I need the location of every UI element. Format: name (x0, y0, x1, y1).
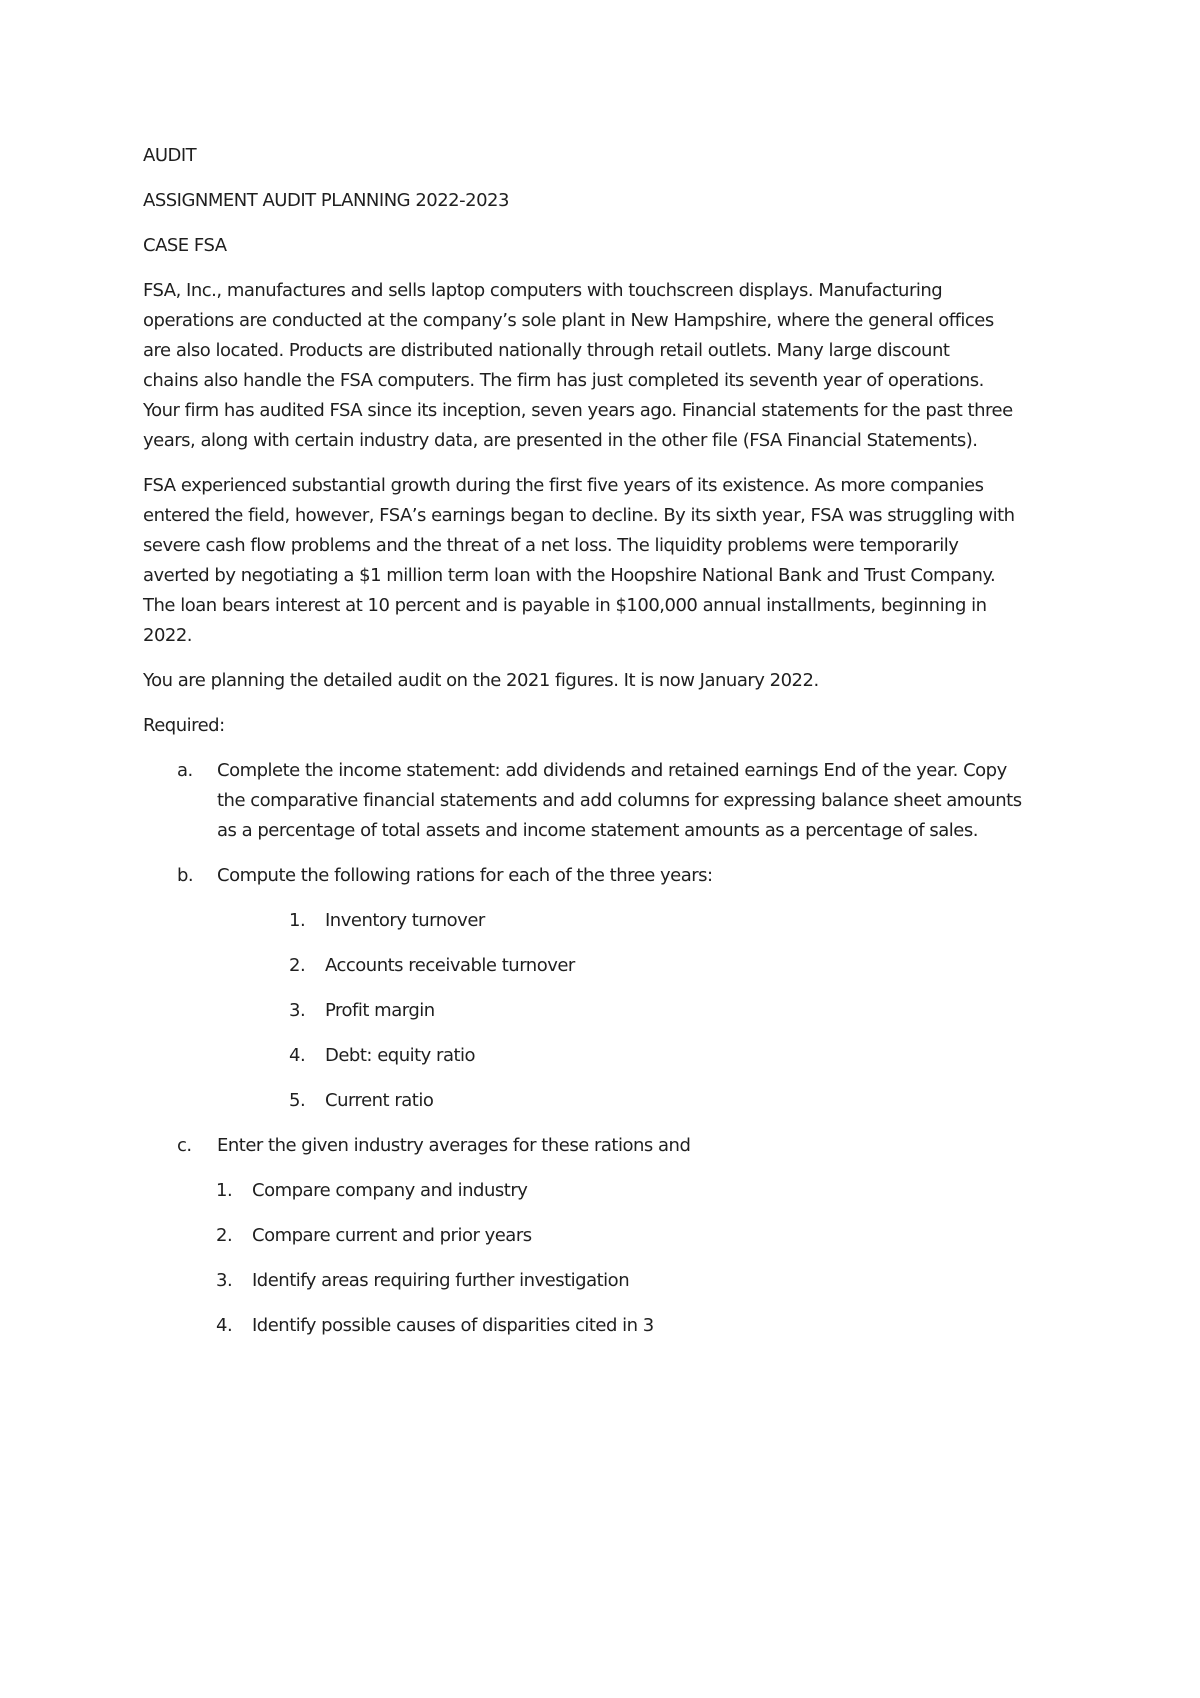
list-item-text: Enter the given industry averages for these rations and (217, 1135, 691, 1156)
paragraph-line: operations are conducted at the company’s sole plant in New Hampshire, where the general offices (143, 310, 994, 331)
doc-title: AUDIT (143, 145, 197, 166)
growth-paragraph (143, 471, 1073, 651)
case-heading: CASE FSA (143, 235, 227, 256)
sublist-item-b1 (143, 906, 1073, 936)
paragraph-line: The loan bears interest at 10 percent and is payable in $100,000 annual installments, beginning in (143, 595, 987, 616)
paragraph-line: FSA, Inc., manufactures and sells laptop computers with touchscreen displays. Manufacturing (143, 280, 943, 301)
sublist-item-c4 (143, 1311, 1073, 1341)
list-item-a (143, 756, 1073, 846)
sublist-item-b3 (143, 996, 1073, 1026)
list-item-text: Debt: equity ratio (325, 1045, 476, 1066)
paragraph-line: averted by negotiating a $1 million term loan with the Hoopshire National Bank and Trust Company. (143, 565, 996, 586)
doc-subtitle: ASSIGNMENT AUDIT PLANNING 2022-2023 (143, 190, 509, 211)
list-marker: 1. (289, 910, 306, 931)
list-item-text: Identify areas requiring further investigation (252, 1270, 630, 1291)
paragraph-line: chains also handle the FSA computers. The firm has just completed its seventh year of operations. (143, 370, 984, 391)
list-item-line: as a percentage of total assets and income statement amounts as a percentage of sales. (217, 820, 978, 841)
list-marker: 5. (289, 1090, 306, 1111)
list-item-text: Current ratio (325, 1090, 434, 1111)
list-marker: 4. (216, 1315, 233, 1336)
list-marker: 2. (216, 1225, 233, 1246)
planning-paragraph: You are planning the detailed audit on the 2021 figures. It is now January 2022. (143, 670, 819, 691)
document-page (143, 141, 1073, 1356)
list-marker: a. (177, 760, 193, 781)
list-item-b (143, 861, 1073, 891)
sublist-item-c3 (143, 1266, 1073, 1296)
required-heading: Required: (143, 715, 225, 736)
list-item-text: Accounts receivable turnover (325, 955, 575, 976)
list-item-text: Profit margin (325, 1000, 435, 1021)
list-marker: 1. (216, 1180, 233, 1201)
paragraph-line: entered the field, however, FSA’s earnings began to decline. By its sixth year, FSA was struggling with (143, 505, 1015, 526)
sublist-item-b5 (143, 1086, 1073, 1116)
list-marker: c. (177, 1135, 192, 1156)
paragraph-line: FSA experienced substantial growth during the first five years of its existence. As more companies (143, 475, 984, 496)
list-marker: 2. (289, 955, 306, 976)
list-marker: b. (177, 865, 194, 886)
sublist-item-b2 (143, 951, 1073, 981)
list-marker: 3. (289, 1000, 306, 1021)
list-item-text: Inventory turnover (325, 910, 485, 931)
paragraph-line: 2022. (143, 625, 193, 646)
list-item-line: the comparative financial statements and add columns for expressing balance sheet amounts (217, 790, 1022, 811)
list-item-text: Compare company and industry (252, 1180, 528, 1201)
paragraph-line: severe cash flow problems and the threat of a net loss. The liquidity problems were temporarily (143, 535, 959, 556)
list-marker: 4. (289, 1045, 306, 1066)
sublist-item-b4 (143, 1041, 1073, 1071)
sublist-item-c2 (143, 1221, 1073, 1251)
list-item-text: Compute the following rations for each of the three years: (217, 865, 713, 886)
list-marker: 3. (216, 1270, 233, 1291)
intro-paragraph (143, 276, 1073, 456)
list-item-text: Identify possible causes of disparities cited in 3 (252, 1315, 654, 1336)
sublist-item-c1 (143, 1176, 1073, 1206)
list-item-text: Compare current and prior years (252, 1225, 532, 1246)
list-item-c (143, 1131, 1073, 1161)
paragraph-line: are also located. Products are distributed nationally through retail outlets. Many large discount (143, 340, 950, 361)
paragraph-line: years, along with certain industry data, are presented in the other file (FSA Financial Statements). (143, 430, 978, 451)
list-item-line: Complete the income statement: add dividends and retained earnings End of the year. Copy (217, 760, 1007, 781)
paragraph-line: Your firm has audited FSA since its inception, seven years ago. Financial statements for the past three (143, 400, 1013, 421)
